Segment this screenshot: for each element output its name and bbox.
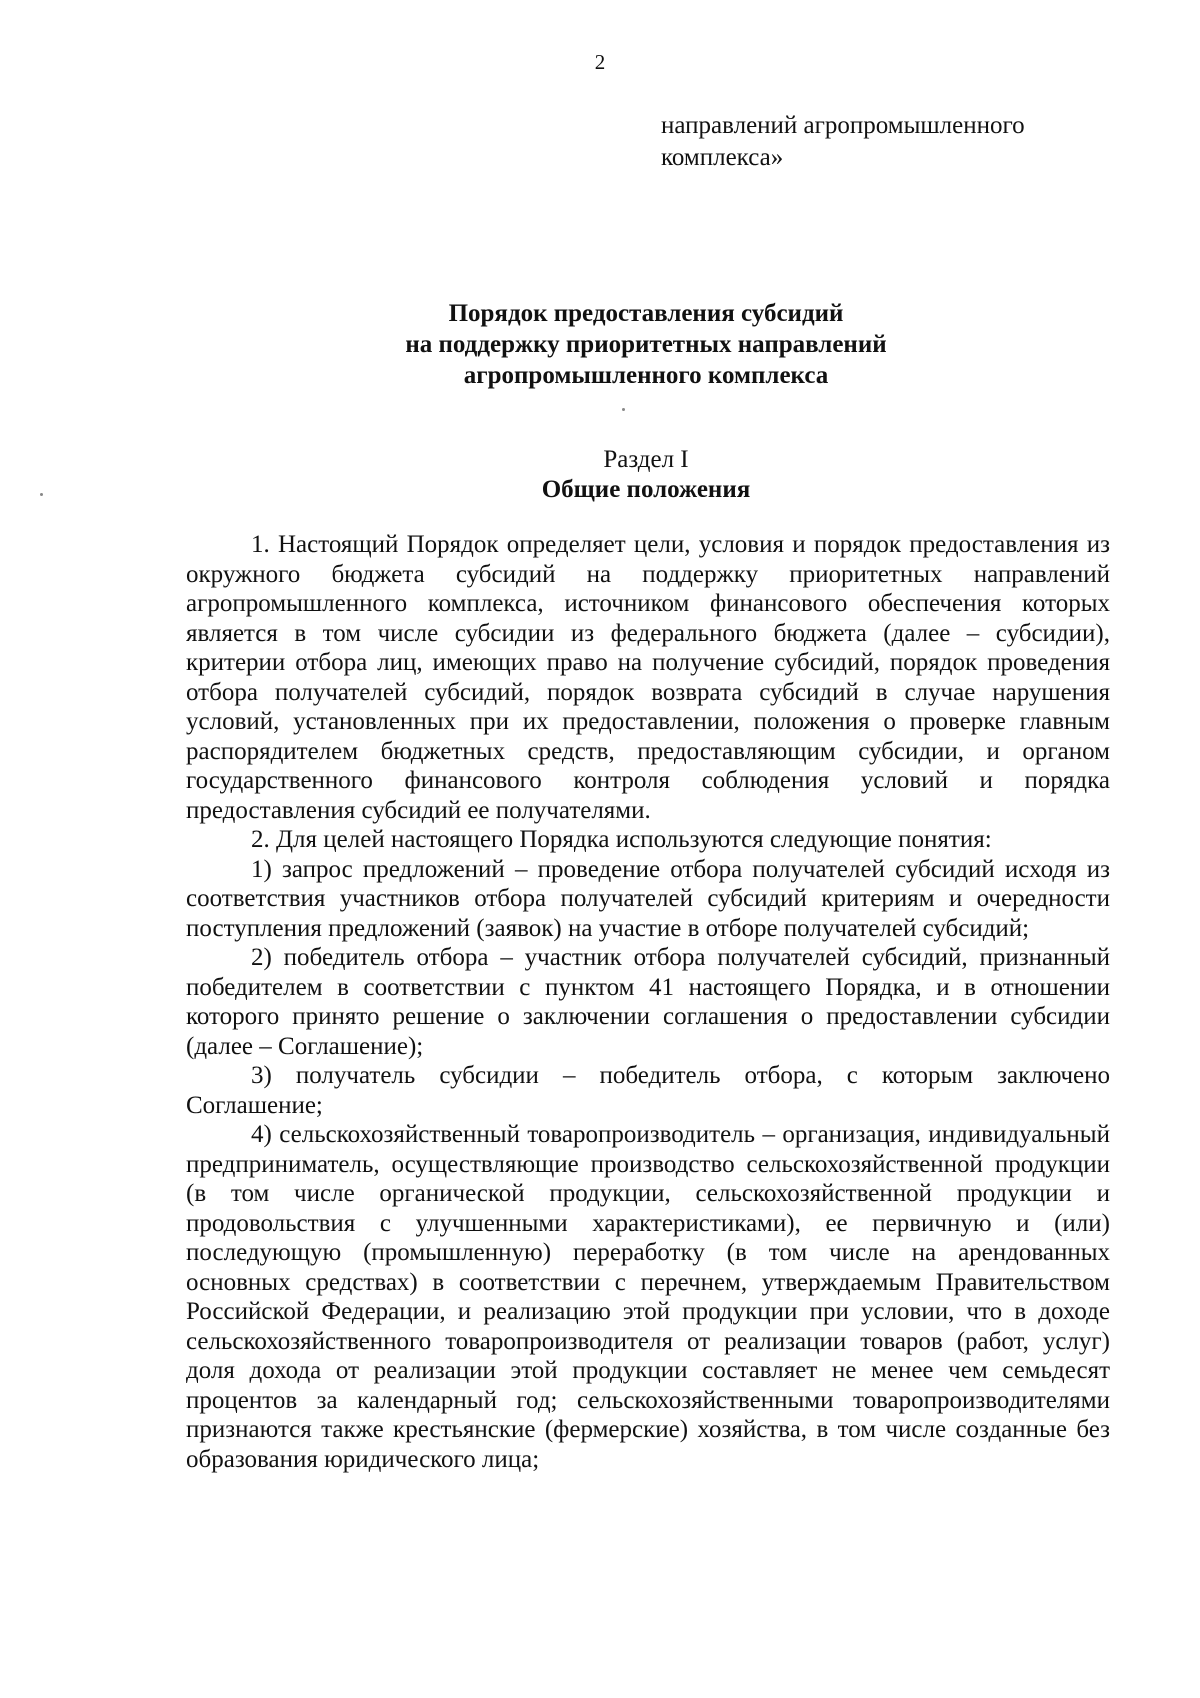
header-tail [661, 110, 1025, 174]
paragraph: 1. Настоящий Порядок определяет цели, условия и порядок предоставления из окружного бюджета субсидий на поддержку приоритетных направлений агропромышленного комплекса, источником финансового обеспечения которых является в том числе субсидии из федерального бюджета (далее – субсидии), критерии отбора лиц, имеющих право на получение субсидий, порядок проведения отбора получателей субсидий, порядок возврата субсидий в случае нарушения условий, установленных при их предоставлении, положения о проверке главным распорядителем бюджетных средств, предоставляющим субсидии, и органом государственного финансового контроля соблюдения условий и порядка предоставления субсидий ее получателями. [186, 531, 1110, 824]
paragraph: 4) сельскохозяйственный товаропроизводитель – организация, индивидуальный предприниматель, осуществляющие производство сельскохозяйственной продукции (в том числе органической продукции, сельскохозяйственной продукции и продовольствия с улучшенными характеристиками), ее первичную и (или) последующую (промышленную) переработку (в том числе на арендованных основных средствах) в соответствии с перечнем, утверждаемым Правительством Российской Федерации, и реализацию этой продукции при условии, что в доходе сельскохозяйственного товаропроизводителя от реализации товаров (работ, услуг) доля дохода от реализации этой продукции составляет не менее чем семьдесят процентов за календарный год; сельскохозяйственными товаропроизводителями признаются также крестьянские (фермерские) хозяйства, в том числе созданные без образования юридического лица; [186, 1121, 1110, 1473]
paragraph: 3) получатель субсидии – победитель отбора, с которым заключено Соглашение; [186, 1062, 1110, 1119]
document-title-line: агропромышленного комплекса [463, 362, 829, 389]
body-text [186, 530, 1110, 1474]
section-label: Раздел I [603, 446, 689, 473]
document-title-line: Порядок предоставления субсидий [448, 300, 844, 327]
paragraph: 2. Для целей настоящего Порядка используются следующие понятия: [251, 826, 992, 853]
paragraph: 2) победитель отбора – участник отбора получателей субсидий, признанный победителем в соответствии с пунктом 41 настоящего Порядка, и в отношении которого принято решение о заключении соглашения о предоставлении субсидии (далее – Соглашение); [186, 944, 1110, 1060]
header-tail-line: комплекса» [661, 144, 784, 171]
document-title [0, 298, 1200, 391]
paragraph: 1) запрос предложений – проведение отбора получателей субсидий исходя из соответствия участников отбора получателей субсидий критериям и очередности поступления предложений (заявок) на участие в отборе получателей субсидий; [186, 855, 1110, 942]
scan-speck [622, 408, 625, 411]
page-number: 2 [594, 50, 606, 74]
header-tail-line: направлений агропромышленного [661, 112, 1025, 139]
document-title-line: на поддержку приоритетных направлений [405, 331, 887, 358]
section-heading: Общие положения [541, 476, 751, 503]
